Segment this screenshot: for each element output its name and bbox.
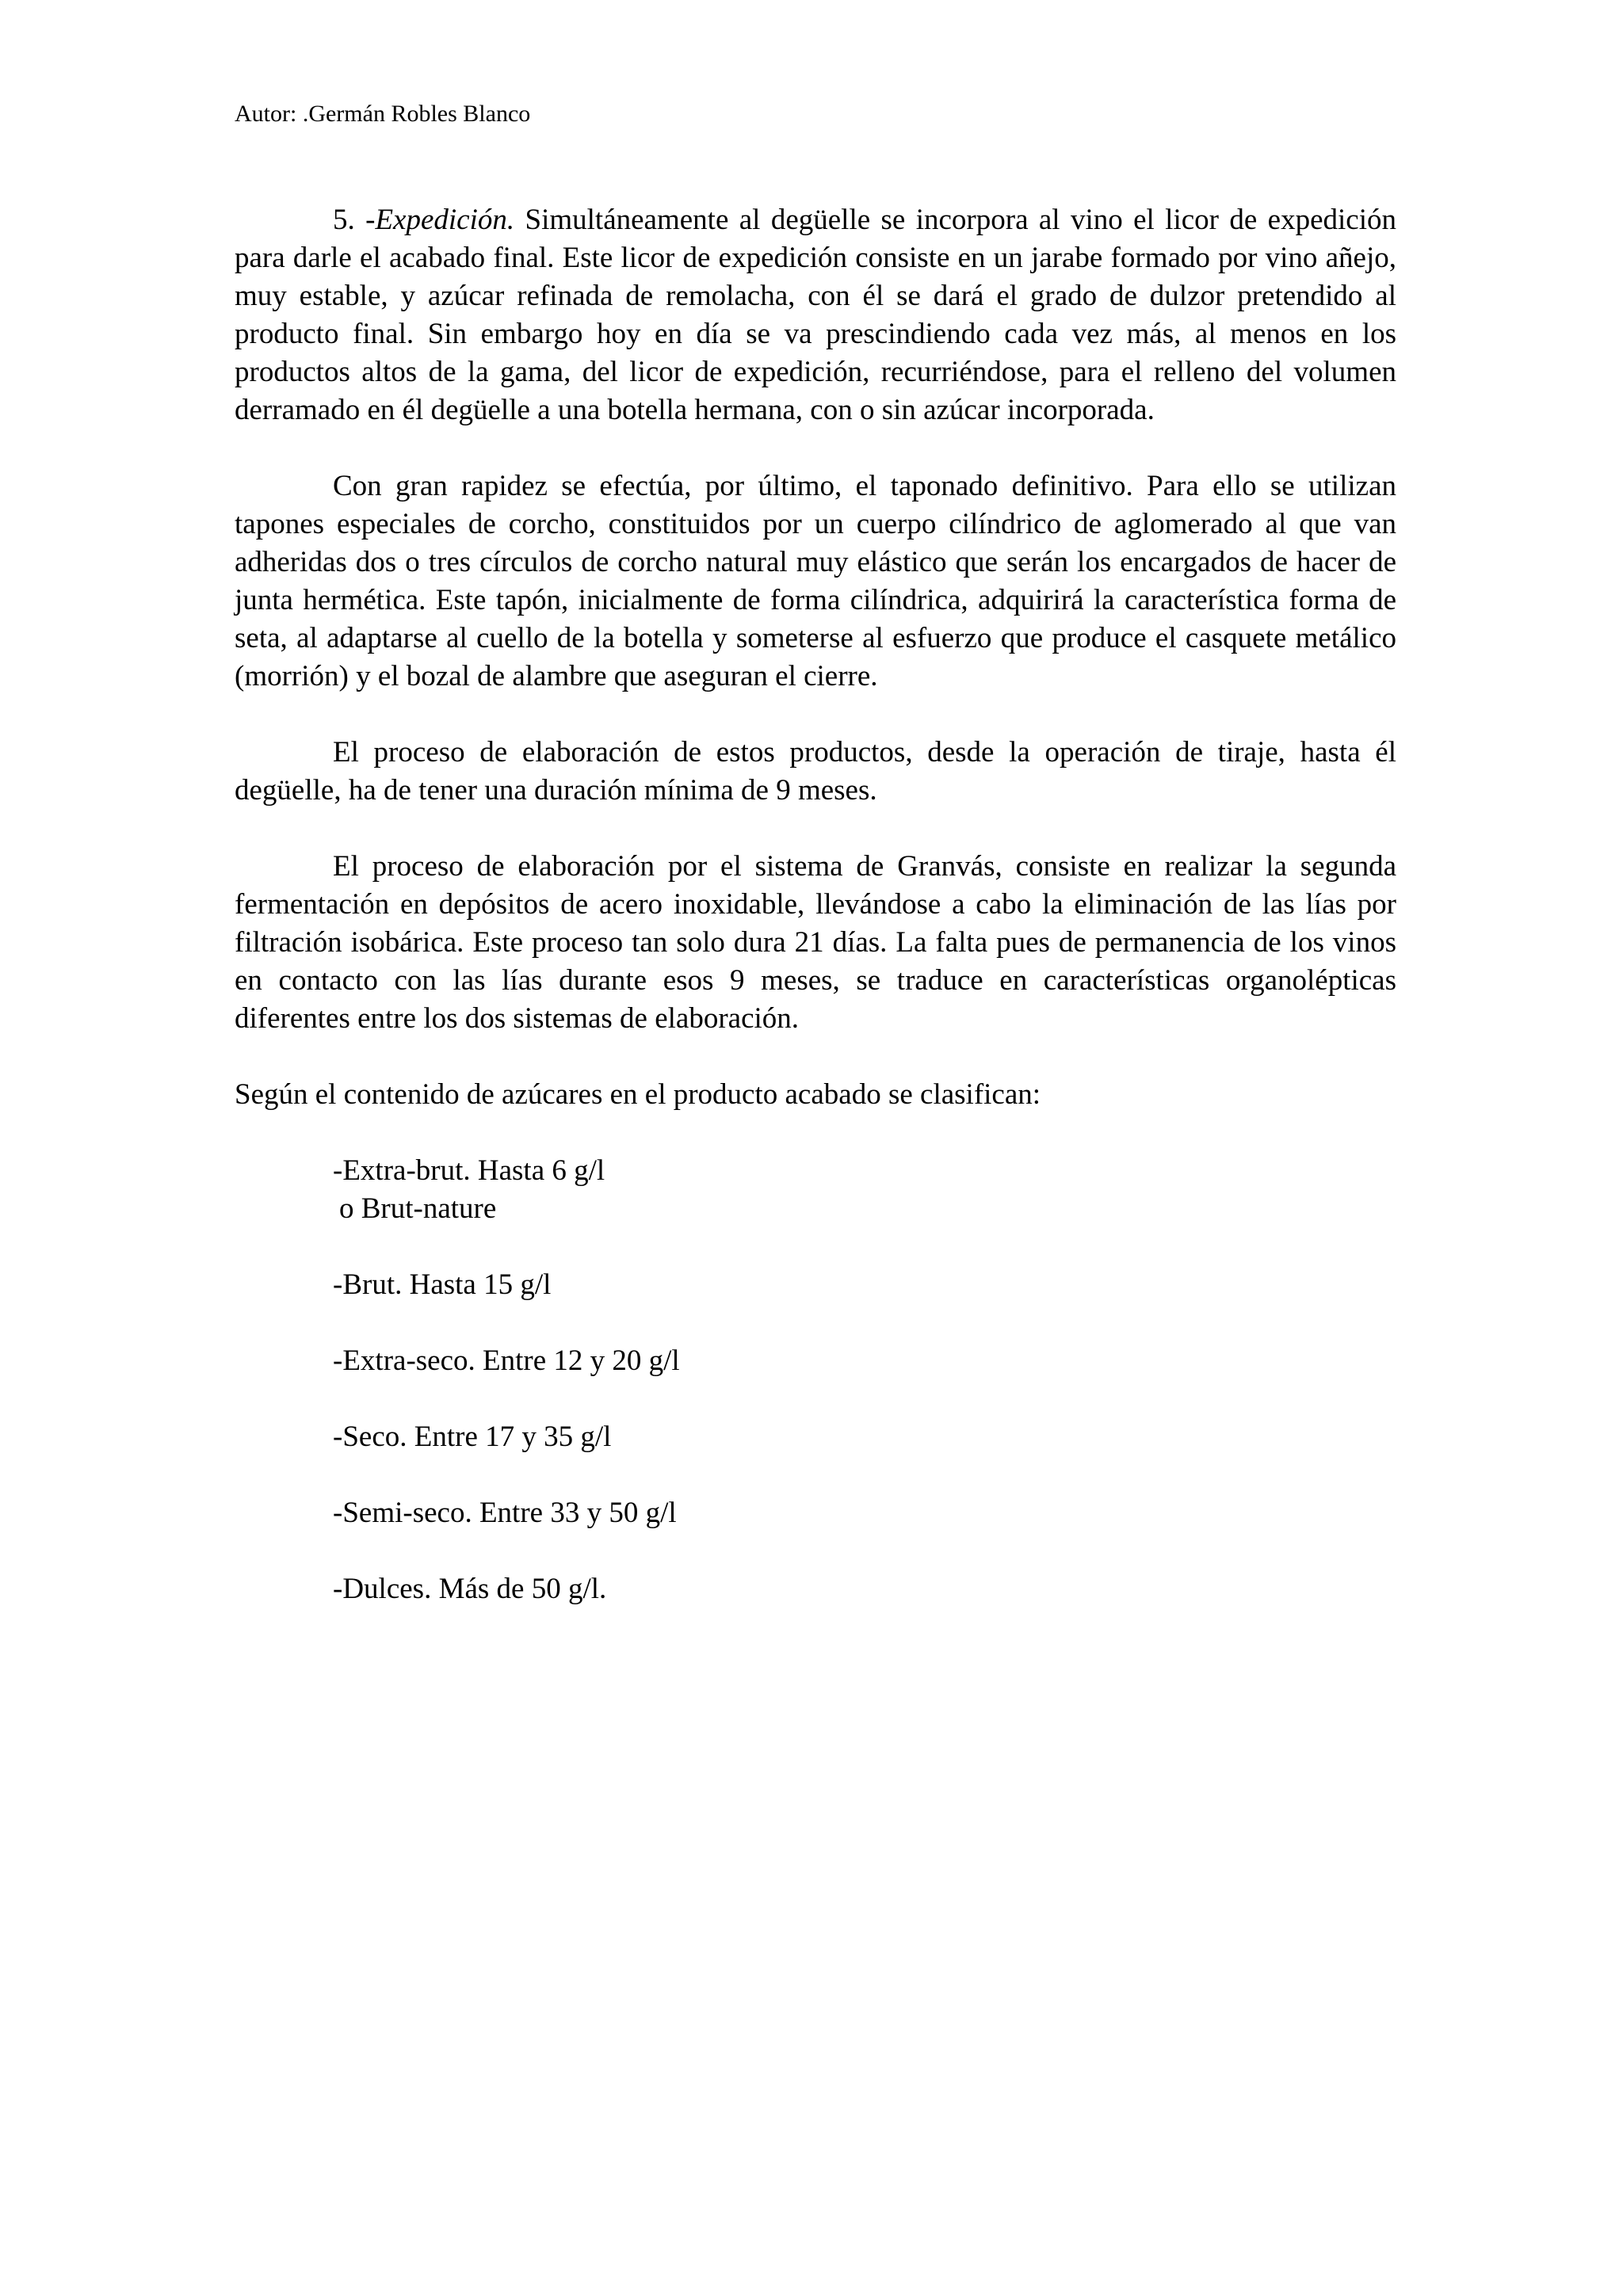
list-item-dulces: -Dulces. Más de 50 g/l. <box>333 1573 607 1605</box>
page-header-author: Autor: .Germán Robles Blanco <box>235 101 531 127</box>
paragraph-expedicion <box>235 201 1396 429</box>
paragraph-granvas: El proceso de elaboración por el sistema de Granvás, consiste en realizar la segunda fermentación en depósitos de acero inoxidable, llevándose a cabo la eliminación de las lías por filtración isobárica. Este proceso tan solo dura 21 días. La falta pues de permanencia de los vinos en contacto con las lías durante esos 9 meses, se traduce en características organolépticas diferentes entre los dos sistemas de elaboración. <box>235 850 1396 1035</box>
paragraph-clasificacion-intro: Según el contenido de azúcares en el producto acabado se clasifican: <box>235 1078 1041 1111</box>
list-item-seco: -Seco. Entre 17 y 35 g/l <box>333 1421 612 1453</box>
list-item-subtext: o Brut-nature <box>339 1192 497 1225</box>
document-body <box>235 201 1396 1646</box>
paragraph-duracion: El proceso de elaboración de estos productos, desde la operación de tiraje, hasta él degüelle, ha de tener una duración mínima de 9 meses. <box>235 736 1396 807</box>
section-number: 5. - <box>333 204 376 236</box>
paragraph-taponado: Con gran rapidez se efectúa, por último, el taponado definitivo. Para ello se utilizan tapones especiales de corcho, constituidos por un cuerpo cilíndrico de aglomerado al que van adheridas dos o tres círculos de corcho natural muy elástico que serán los encargados de hacer de junta hermética. Este tapón, inicialmente de forma cilíndrica, adquirirá la característica forma de seta, al adaptarse al cuello de la botella y someterse al esfuerzo que produce el casquete metálico (morrión) y el bozal de alambre que aseguran el cierre. <box>235 470 1396 692</box>
list-item-extra-brut <box>333 1152 1396 1228</box>
list-item-brut: -Brut. Hasta 15 g/l <box>333 1268 552 1301</box>
paragraph-text: Simultáneamente al degüelle se incorpora al vino el licor de expedición para darle el acabado final. Este licor de expedición consiste en un jarabe formado por vino añejo, muy estable, y azúcar refinada de remolacha, con él se dará el grado de dulzor pretendido al producto final. Sin embargo hoy en día se va prescindiendo cada vez más, al menos en los productos altos de la gama, del licor de expedición, recurriéndose, para el relleno del volumen derramado en él degüelle a una botella hermana, con o sin azúcar incorporada. <box>235 204 1396 426</box>
list-item-extra-seco: -Extra-seco. Entre 12 y 20 g/l <box>333 1344 680 1377</box>
list-item-semi-seco: -Semi-seco. Entre 33 y 50 g/l <box>333 1497 677 1529</box>
classification-list <box>235 1152 1396 1608</box>
list-item-text: -Extra-brut. Hasta 6 g/l <box>333 1154 605 1187</box>
section-title: Expedición. <box>375 204 515 236</box>
